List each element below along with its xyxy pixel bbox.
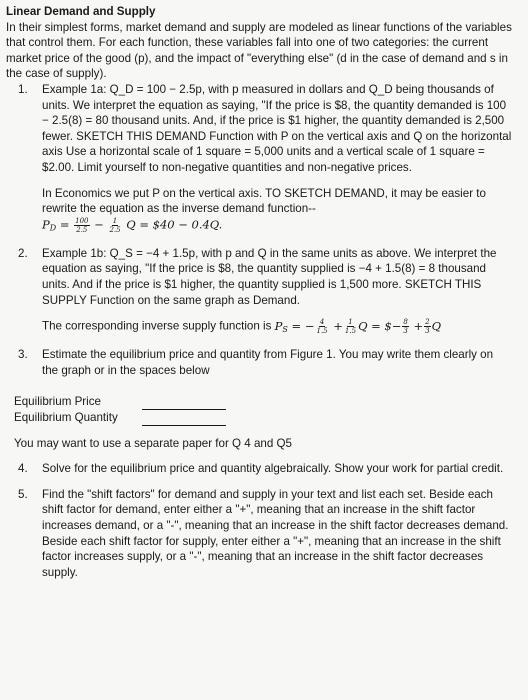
fraction-numerator: 8 bbox=[403, 318, 408, 327]
fraction bbox=[424, 318, 430, 335]
question-2 bbox=[18, 246, 512, 337]
question-3-text: Estimate the equilibrium price and quantity from Figure 1. You may write them clearly on the graph or in the spaces below bbox=[42, 348, 494, 377]
eq-mid: Q = $ bbox=[358, 318, 392, 333]
intro-paragraph: In their simplest forms, market demand and supply are modeled as linear functions of the variables that control them. For each function, these variables fall into one of two categories: the current market price of the good (p), and the impact of "everything else" (d in the case of demand and s in the case of supply). bbox=[6, 20, 512, 81]
fraction-numerator: 2 bbox=[425, 318, 430, 327]
separate-paper-note: You may want to use a separate paper for Q 4 and Q5 bbox=[14, 436, 292, 450]
fraction bbox=[315, 318, 328, 335]
fraction-numerator: 4 bbox=[319, 318, 325, 327]
equilibrium-quantity-row bbox=[14, 410, 512, 426]
question-3 bbox=[18, 347, 512, 378]
question-number: 4. bbox=[18, 462, 28, 476]
fraction-numerator: 1 bbox=[112, 216, 118, 225]
equilibrium-answers bbox=[14, 394, 512, 451]
question-2-text: Example 1b: Q_S = −4 + 1.5p, with p and Q in the same units as above. We interpret the equation as saying, "If the price is $8, the quantity supplied is −4 + 1.5(8) = 8 thousand units. And if the price is $1 higher, the quantity supplied is 1,500 more. SKETCH THIS SUPPLY Function on the same graph as Demand. bbox=[42, 246, 497, 307]
eq-lhs: P bbox=[42, 217, 50, 232]
question-number: 2. bbox=[18, 246, 28, 260]
eq-lhs: P bbox=[274, 318, 283, 333]
fraction-denominator: 3 bbox=[403, 327, 408, 336]
inverse-supply-label: The corresponding inverse supply function is bbox=[42, 319, 275, 333]
fraction bbox=[108, 217, 121, 234]
question-number: 3. bbox=[18, 348, 28, 362]
inverse-demand-equation: $P_D$ = $\frac{100}{2.5}$ − $\frac{1}{2.5}$ Q = $40 − 0.4Q. bbox=[42, 216, 223, 234]
eq-end: Q bbox=[431, 318, 442, 333]
worksheet-title: Linear Demand and Supply bbox=[6, 5, 156, 18]
eq-lhs-sub: D bbox=[49, 223, 57, 233]
eq-lhs-sub: S bbox=[282, 324, 288, 334]
equilibrium-price-row bbox=[14, 394, 512, 410]
question-number: 1. bbox=[18, 82, 28, 96]
fraction bbox=[402, 318, 408, 335]
fraction-denominator: 1.5 bbox=[316, 327, 328, 336]
fraction bbox=[74, 217, 89, 234]
fraction-numerator: 100 bbox=[75, 216, 89, 225]
question-5-text: Find the "shift factors" for demand and supply in your text and list each set. Beside each shift factor for demand, enter either a "+", meaning that an increase in the shift factor increases demand, or a "-", meaning that an increase in the shift factor decreases demand. Beside each shift factor for supply, enter either a "+", meaning that an increase in the shift factor increases supply, or a "-", meaning that an increase in the shift factor decreases supply. bbox=[42, 487, 509, 579]
fraction-denominator: 1.5 bbox=[344, 327, 357, 336]
question-4 bbox=[18, 461, 512, 477]
equilibrium-price-blank[interactable] bbox=[142, 409, 226, 410]
fraction bbox=[344, 318, 357, 335]
question-5 bbox=[18, 487, 512, 581]
equilibrium-quantity-blank[interactable] bbox=[142, 425, 226, 426]
equilibrium-quantity-label: Equilibrium Quantity bbox=[14, 411, 118, 425]
fraction-numerator: 1 bbox=[348, 318, 353, 327]
fraction-denominator: 3 bbox=[425, 327, 430, 336]
fraction-denominator: 2.5 bbox=[109, 225, 121, 234]
question-1 bbox=[18, 82, 512, 236]
inverse-supply-line: The corresponding inverse supply function is $P_S$ = − $\frac{4}{1.5}$ + $\frac{1}{1.5}$ Q = $− $\frac{8}{3}$ + $\frac{2}{3}$ Q bbox=[42, 318, 442, 336]
fraction-denominator: 2.5 bbox=[76, 225, 88, 234]
equilibrium-price-label: Equilibrium Price bbox=[14, 395, 101, 409]
question-number: 5. bbox=[18, 487, 28, 501]
eq-rhs: Q = $40 − 0.4Q. bbox=[126, 217, 223, 232]
question-1-inverse-intro: In Economics we put P on the vertical axis. TO SKETCH DEMAND, it may be easier to rewrite the equation as the inverse demand function-- bbox=[42, 186, 486, 216]
question-1-text: Example 1a: Q_D = 100 − 2.5p, with p measured in dollars and Q_D being thousands of units. We interpret the equation as saying, "If the price is $8, the quantity demanded is 100 − 2.5(8) = 80 thousand units. And, if the price is $1 higher, the quantity demanded is 2,500 fewer. SKETCH THIS DEMAND Function with P on the vertical axis and Q on the horizontal axis Use a horizontal scale of 1 square = 5,000 units and a vertical scale of 1 square = $2.00. Limit yourself to non-negative quantities and non-negative prices. bbox=[42, 82, 512, 174]
question-4-text: Solve for the equilibrium price and quantity algebraically. Show your work for partial credit. bbox=[42, 462, 504, 476]
